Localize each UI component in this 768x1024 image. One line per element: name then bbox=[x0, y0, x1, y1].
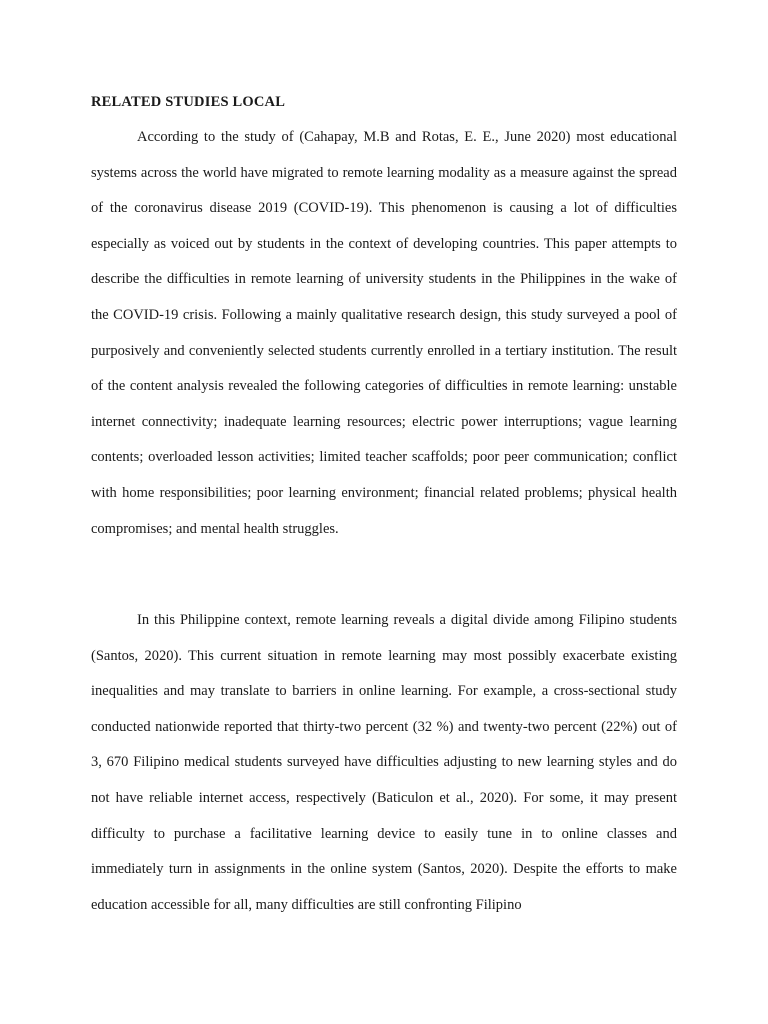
section-heading: RELATED STUDIES LOCAL bbox=[91, 94, 286, 110]
body-paragraph-2: In this Philippine context, remote learning reveals a digital divide among Filipino students (Santos, 2020). This current situation in remote learning may most possibly exacerbate existing inequalities and may translate to barriers in online learning. For example, a cross-sectional study conducted nationwide reported that thirty-two percent (32 %) and twenty-two percent (22%) out of 3, 670 Filipino medical students surveyed have difficulties adjusting to new learning styles and do not have reliable internet access, respectively (Baticulon et al., 2020). For some, it may present difficulty to purchase a facilitative learning device to easily tune in to online classes and immediately turn in assignments in the online system (Santos, 2020). Despite the efforts to make education accessible for all, many difficulties are still confronting Filipino bbox=[91, 612, 677, 913]
body-paragraph-1: According to the study of (Cahapay, M.B and Rotas, E. E., June 2020) most educational systems across the world have migrated to remote learning modality as a measure against the spread of the coronavirus disease 2019 (COVID-19). This phenomenon is causing a lot of difficulties especially as voiced out by students in the context of developing countries. This paper attempts to describe the difficulties in remote learning of university students in the Philippines in the wake of the COVID-19 crisis. Following a mainly qualitative research design, this study surveyed a pool of purposively and conveniently selected students currently enrolled in a tertiary institution. The result of the content analysis revealed the following categories of difficulties in remote learning: unstable internet connectivity; inadequate learning resources; electric power interruptions; vague learning contents; overloaded lesson activities; limited teacher scaffolds; poor peer communication; conflict with home responsibilities; poor learning environment; financial related problems; physical health compromises; and mental health struggles. bbox=[91, 129, 677, 537]
